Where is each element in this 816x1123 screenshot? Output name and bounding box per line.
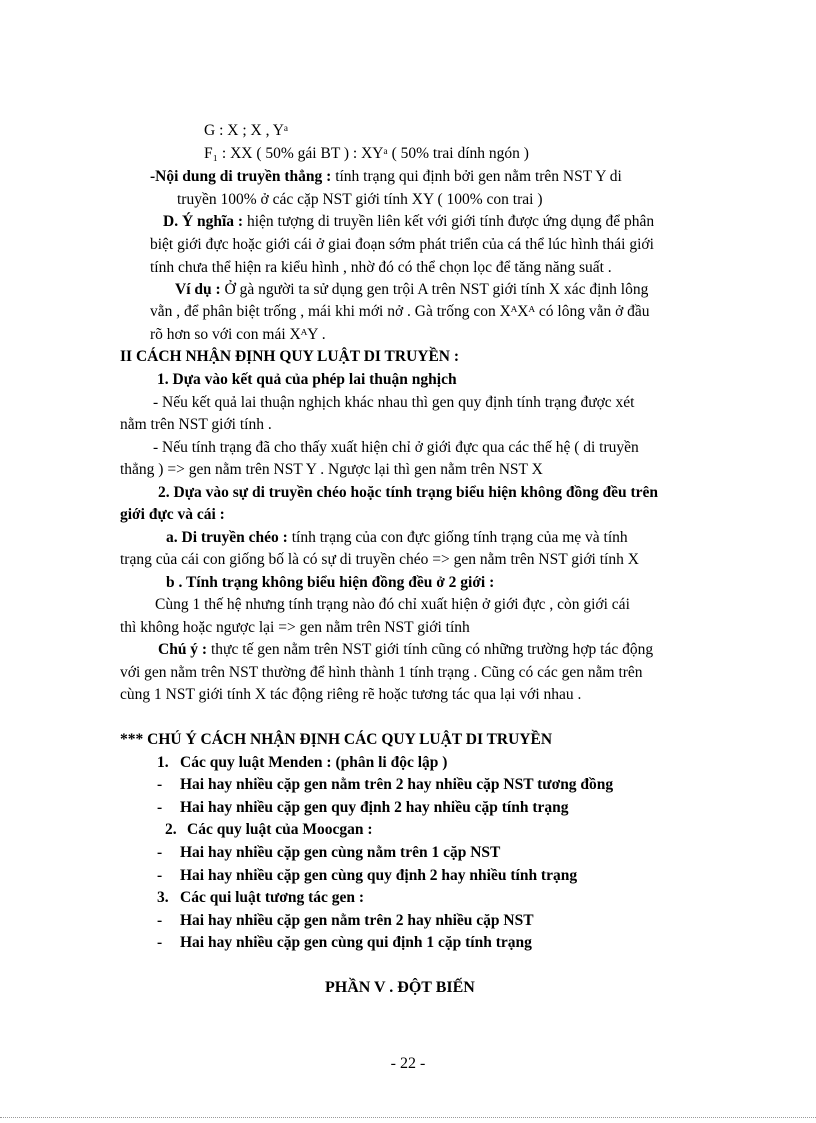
item2a-paragraph [166,528,628,548]
item1-heading: 1. Dựa vào kết quả của phép lai thuận nghịch [157,371,457,388]
item2a-label: a. Di truyền chéo : [166,529,288,546]
item2b-text-cont: thì không hoặc ngược lại => gen nằm trên NST giới tính [120,619,470,636]
item2-heading-cont: giới đực và cái : [120,506,225,523]
y-linked-text-cont: truyền 100% ở các cặp NST giới tính XY ( 100% con trai ) [177,191,543,208]
y-linked-label: -Nội dung di truyền thẳng : [150,168,332,185]
meaning-text-3: tính chưa thể hiện ra kiểu hình , nhờ đó có thể chọn lọc để tăng năng suất . [150,259,612,276]
law3-number: 3. [157,889,169,906]
example-text-2: vằn , để phân biệt trống , mái khi mới nở . Gà trống con XᴬXᴬ có lông vằn ở đầu [150,303,650,320]
law3-bullet1-dash: - [157,912,163,929]
meaning-label: D. Ý nghĩa : [163,213,244,230]
meaning-text: hiện tượng di truyền liên kết với giới tính được ứng dụng để phân [243,213,655,230]
example-label: Ví dụ : [175,281,221,298]
item2a-text: tính trạng của con đực giống tính trạng của mẹ và tính [287,529,628,546]
item1-bullet1-cont: nằm trên NST giới tính . [120,416,272,433]
law2-bullet1-dash: - [157,844,163,861]
law2-bullet2: Hai hay nhiều cặp gen cùng quy định 2 hay nhiều tính trạng [180,867,578,884]
item1-bullet2-cont: thẳng ) => gen nằm trên NST Y . Ngược lại thì gen nằm trên NST X [120,461,543,478]
item2b-heading: b . Tính trạng không biểu hiện đồng đều ở 2 giới : [166,574,495,591]
law3-bullet2: Hai hay nhiều cặp gen cùng qui định 1 cặp tính trạng [180,934,532,951]
y-linked-paragraph [150,167,622,187]
notes-heading: *** CHÚ Ý CÁCH NHẬN ĐỊNH CÁC QUY LUẬT DI TRUYỀN [120,731,553,748]
example-text: Ở gà người ta sử dụng gen trội A trên NST giới tính X xác định lông [220,281,649,298]
note-label: Chú ý : [158,641,208,658]
meaning-paragraph [163,212,654,232]
note-text: thực tế gen nằm trên NST giới tính cũng có những trường hợp tác động [207,641,654,658]
example-text-3: rõ hơn so với con mái XᴬY . [150,326,326,343]
law1-bullet2: Hai hay nhiều cặp gen quy định 2 hay nhiều cặp tính trạng [180,799,569,816]
item2b-text: Cùng 1 thế hệ nhưng tính trạng nào đó chỉ xuất hiện ở giới đực , còn giới cái [155,596,630,613]
law3-bullet1: Hai hay nhiều cặp gen nằm trên 2 hay nhiều cặp NST [180,912,534,929]
law2-number: 2. [165,821,177,838]
law1-bullet2-dash: - [157,799,163,816]
meaning-text-2: biệt giới đực hoặc giới cái ở giai đoạn sớm phát triển của cá thể lúc hình thái giới [150,236,654,253]
law1-title: Các quy luật Menden : (phân li độc lập ) [180,754,448,771]
item1-bullet2: - Nếu tính trạng đã cho thấy xuất hiện chỉ ở giới đực qua các thế hệ ( di truyền [153,439,639,456]
law1-bullet1-dash: - [157,776,163,793]
page-bottom-divider [0,1117,816,1118]
f1-line: F₁ : XX ( 50% gái BT ) : XYᵃ ( 50% trai dính ngón ) [204,145,529,162]
law3-bullet2-dash: - [157,934,163,951]
page-number: - 22 - [390,1055,426,1072]
law2-bullet2-dash: - [157,867,163,884]
law1-bullet1: Hai hay nhiều cặp gen nằm trên 2 hay nhiều cặp NST tương đồng [180,776,614,793]
law3-title: Các qui luật tương tác gen : [180,889,365,906]
section-heading: II CÁCH NHẬN ĐỊNH QUY LUẬT DI TRUYỀN : [120,348,460,365]
example-paragraph [175,280,648,300]
note-text-3: cùng 1 NST giới tính X tác động riêng rẽ hoặc tương tác qua lại với nhau . [120,686,582,703]
law1-number: 1. [157,754,169,771]
law2-title: Các quy luật của Moocgan : [187,821,373,838]
law2-bullet1: Hai hay nhiều cặp gen cùng nằm trên 1 cặp NST [180,844,501,861]
gamete-line: G : X ; X , Yᵃ [204,122,289,139]
item2-heading: 2. Dựa vào sự di truyền chéo hoặc tính trạng biểu hiện không đồng đều trên [158,484,659,501]
note-text-2: với gen nằm trên NST thường để hình thành 1 tính trạng . Cũng có các gen nằm trên [120,664,643,681]
y-linked-text: tính trạng qui định bởi gen nằm trên NST Y di [331,168,622,185]
part-heading: PHẦN V . ĐỘT BIẾN [325,979,475,996]
item1-bullet1: - Nếu kết quả lai thuận nghịch khác nhau thì gen quy định tính trạng được xét [153,394,635,411]
item2a-text-cont: trạng của cái con giống bố là có sự di truyền chéo => gen nằm trên NST giới tính X [120,551,639,568]
note-paragraph [158,640,653,660]
